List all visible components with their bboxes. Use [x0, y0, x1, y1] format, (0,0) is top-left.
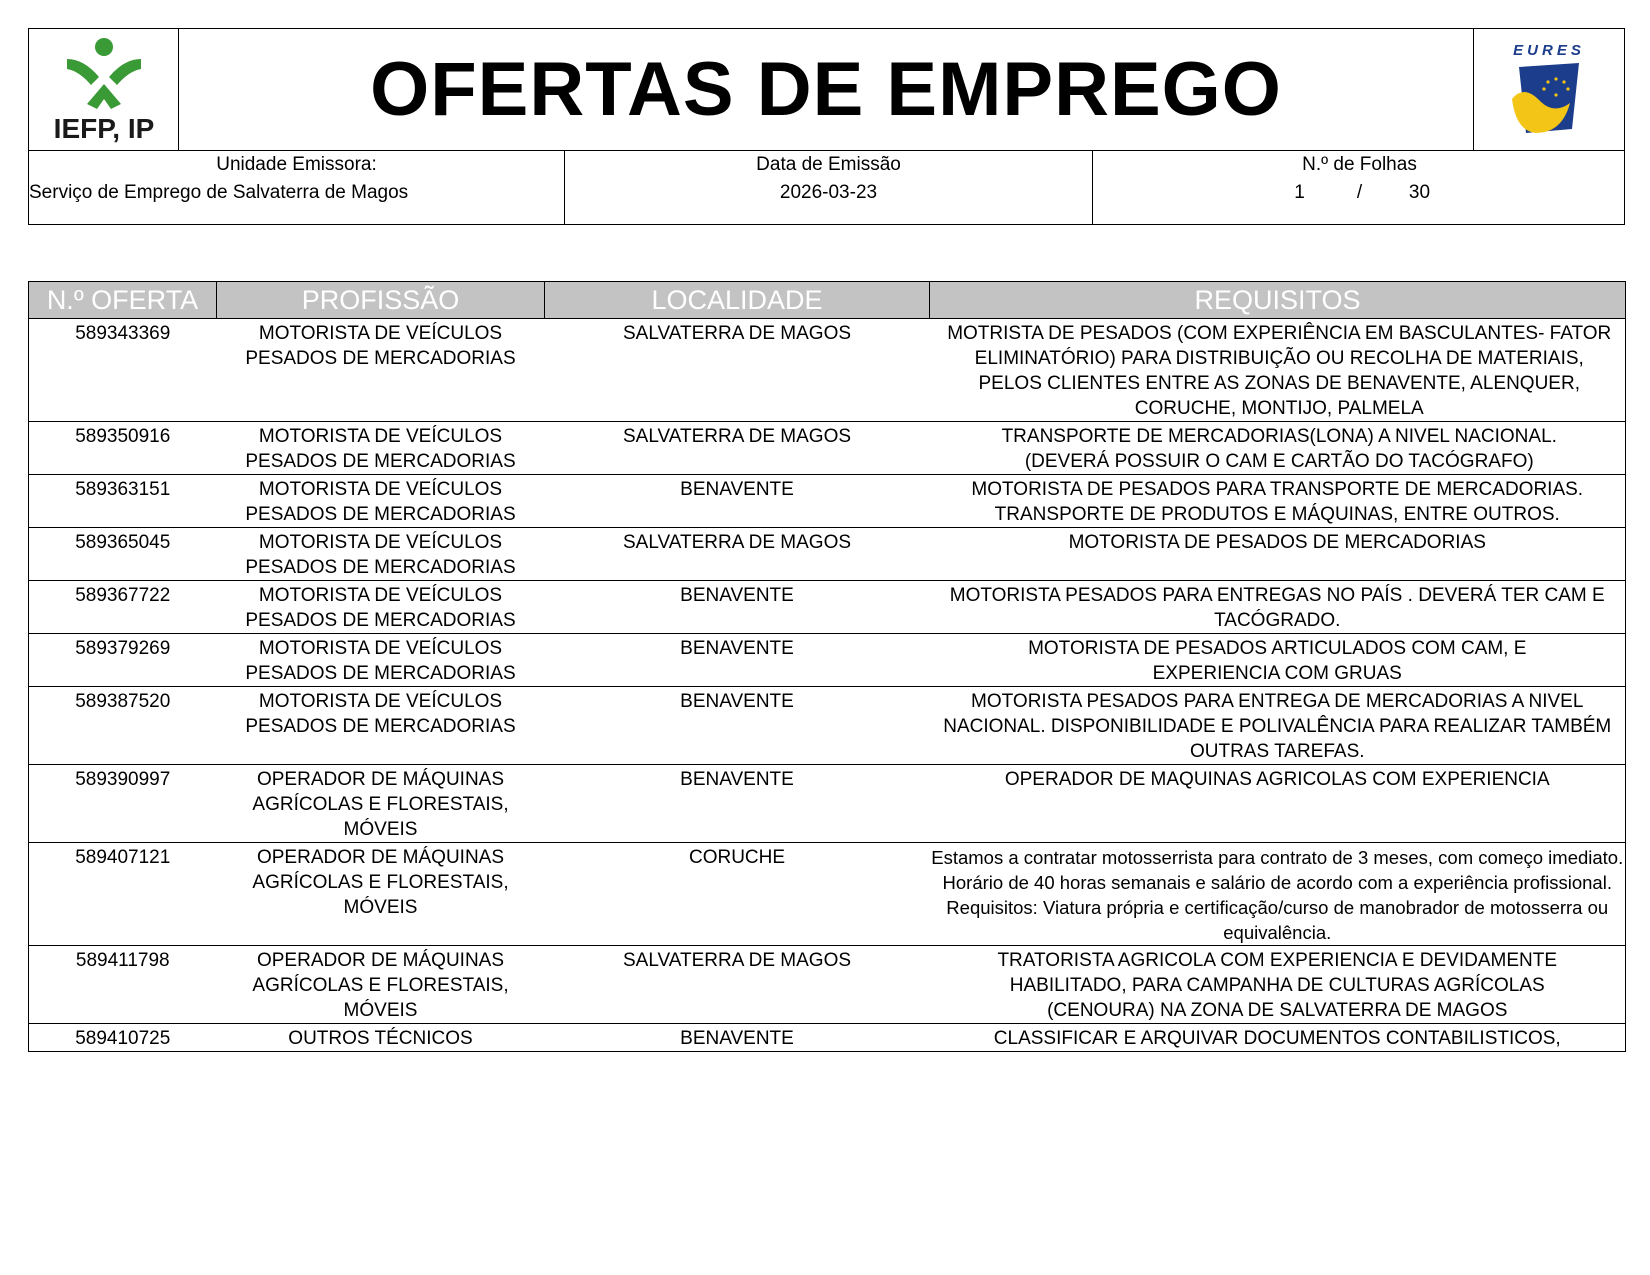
profession: MOTORISTA DE VEÍCULOS PESADOS DE MERCADORIAS [217, 581, 545, 634]
column-header-profession: PROFISSÃO [217, 282, 545, 319]
profession: MOTORISTA DE VEÍCULOS PESADOS DE MERCADORIAS [217, 528, 545, 581]
eures-emblem-icon [1474, 29, 1625, 150]
requirements: TRATORISTA AGRICOLA COM EXPERIENCIA E DEVIDAMENTE HABILITADO, PARA CAMPANHA DE CULTURAS AGRÍCOLAS (CENOURA) NA ZONA DE SALVATERRA DE MAGOS [930, 946, 1626, 1024]
iefp-emblem-icon [29, 29, 179, 119]
issue-date-cell [565, 151, 1093, 225]
requirements: TRANSPORTE DE MERCADORIAS(LONA) A NIVEL NACIONAL. (DEVERÁ POSSUIR O CAM E CARTÃO DO TACÓGRAFO) [930, 422, 1626, 475]
table-row [29, 634, 1626, 687]
document-header [28, 28, 1625, 225]
eures-logo [1473, 29, 1624, 150]
requirements: MOTORISTA DE PESADOS PARA TRANSPORTE DE MERCADORIAS. TRANSPORTE DE PRODUTOS E MÁQUINAS, ENTRE OUTROS. [930, 475, 1626, 528]
location: BENAVENTE [545, 687, 930, 765]
table-row [29, 581, 1626, 634]
location: SALVATERRA DE MAGOS [545, 422, 930, 475]
profession: MOTORISTA DE VEÍCULOS PESADOS DE MERCADORIAS [217, 634, 545, 687]
offer-number: 589367722 [29, 581, 217, 634]
iefp-logo-text: IEFP, IP [53, 113, 155, 144]
sheet-count-label: N.º de Folhas [1302, 154, 1417, 175]
profession: OPERADOR DE MÁQUINAS AGRÍCOLAS E FLORESTAIS, MÓVEIS [217, 946, 545, 1024]
sheet-current: 1 [1294, 182, 1305, 203]
location: BENAVENTE [545, 765, 930, 843]
table-row [29, 843, 1626, 946]
issuing-unit-label: Unidade Emissora: [216, 154, 377, 175]
location: SALVATERRA DE MAGOS [545, 946, 930, 1024]
header-title-row [29, 29, 1624, 151]
offer-number: 589343369 [29, 319, 217, 422]
sheet-separator: / [1356, 182, 1363, 203]
requirements: MOTORISTA DE PESADOS DE MERCADORIAS [930, 528, 1626, 581]
location: SALVATERRA DE MAGOS [545, 319, 930, 422]
requirements: CLASSIFICAR E ARQUIVAR DOCUMENTOS CONTABILISTICOS, [930, 1024, 1626, 1052]
sheet-count-value [1093, 182, 1626, 204]
profession: MOTORISTA DE VEÍCULOS PESADOS DE MERCADORIAS [217, 687, 545, 765]
location: BENAVENTE [545, 475, 930, 528]
column-header-offer-number: N.º OFERTA [29, 282, 217, 319]
table-row [29, 946, 1626, 1024]
table-row [29, 319, 1626, 422]
table-row [29, 475, 1626, 528]
location: BENAVENTE [545, 581, 930, 634]
table-row [29, 687, 1626, 765]
job-offers-table [28, 281, 1626, 1052]
profession: MOTORISTA DE VEÍCULOS PESADOS DE MERCADORIAS [217, 475, 545, 528]
requirements: MOTRISTA DE PESADOS (COM EXPERIÊNCIA EM BASCULANTES- FATOR ELIMINATÓRIO) PARA DISTRIBUIÇÃO OU RECOLHA DE MATERIAIS, PELOS CLIENTES ENTRE AS ZONAS DE BENAVENTE, ALENQUER, CORUCHE, MONTIJO, PALMELA [930, 319, 1626, 422]
issuing-unit-cell [29, 151, 565, 225]
column-header-location: LOCALIDADE [545, 282, 930, 319]
offer-number: 589363151 [29, 475, 217, 528]
profession: OPERADOR DE MÁQUINAS AGRÍCOLAS E FLORESTAIS, MÓVEIS [217, 765, 545, 843]
header-info-row [29, 151, 1624, 225]
sheet-count-cell [1093, 151, 1626, 225]
location: SALVATERRA DE MAGOS [545, 528, 930, 581]
requirements: MOTORISTA DE PESADOS ARTICULADOS COM CAM, E EXPERIENCIA COM GRUAS [930, 634, 1626, 687]
table-row [29, 528, 1626, 581]
offer-number: 589411798 [29, 946, 217, 1024]
iefp-logo [29, 29, 179, 150]
location: BENAVENTE [545, 1024, 930, 1052]
location: BENAVENTE [545, 634, 930, 687]
offer-number: 589365045 [29, 528, 217, 581]
issuing-unit-value: Serviço de Emprego de Salvaterra de Magos [29, 182, 409, 203]
requirements: MOTORISTA PESADOS PARA ENTREGA DE MERCADORIAS A NIVEL NACIONAL. DISPONIBILIDADE E POLIVALÊNCIA PARA REALIZAR TAMBÉM OUTRAS TAREFAS. [930, 687, 1626, 765]
table-header-row [29, 282, 1626, 319]
requirements: MOTORISTA PESADOS PARA ENTREGAS NO PAÍS . DEVERÁ TER CAM E TACÓGRADO. [930, 581, 1626, 634]
offer-number: 589387520 [29, 687, 217, 765]
eures-logo-text: EURES [1513, 42, 1585, 59]
table-row [29, 1024, 1626, 1052]
offer-number: 589410725 [29, 1024, 217, 1052]
table-row [29, 422, 1626, 475]
sheet-total: 30 [1408, 182, 1431, 203]
table-row [29, 765, 1626, 843]
offer-number: 589350916 [29, 422, 217, 475]
requirements: OPERADOR DE MAQUINAS AGRICOLAS COM EXPERIENCIA [930, 765, 1626, 843]
column-header-requirements: REQUISITOS [930, 282, 1626, 319]
issue-date-label: Data de Emissão [756, 154, 901, 175]
location: CORUCHE [545, 843, 930, 946]
profession: OUTROS TÉCNICOS [217, 1024, 545, 1052]
profession: MOTORISTA DE VEÍCULOS PESADOS DE MERCADORIAS [217, 422, 545, 475]
page-title: OFERTAS DE EMPREGO [370, 47, 1282, 132]
offer-number: 589390997 [29, 765, 217, 843]
offer-number: 589379269 [29, 634, 217, 687]
profession: OPERADOR DE MÁQUINAS AGRÍCOLAS E FLORESTAIS, MÓVEIS [217, 843, 545, 946]
requirements: Estamos a contratar motosserrista para contrato de 3 meses, com começo imediato. Horário de 40 horas semanais e salário de acordo com a experiência profissional. Requisitos: Viatura própria e certificação/curso de manobrador de motosserra ou equivalência. [930, 843, 1626, 946]
issue-date-value: 2026-03-23 [779, 182, 878, 203]
profession: MOTORISTA DE VEÍCULOS PESADOS DE MERCADORIAS [217, 319, 545, 422]
offer-number: 589407121 [29, 843, 217, 946]
